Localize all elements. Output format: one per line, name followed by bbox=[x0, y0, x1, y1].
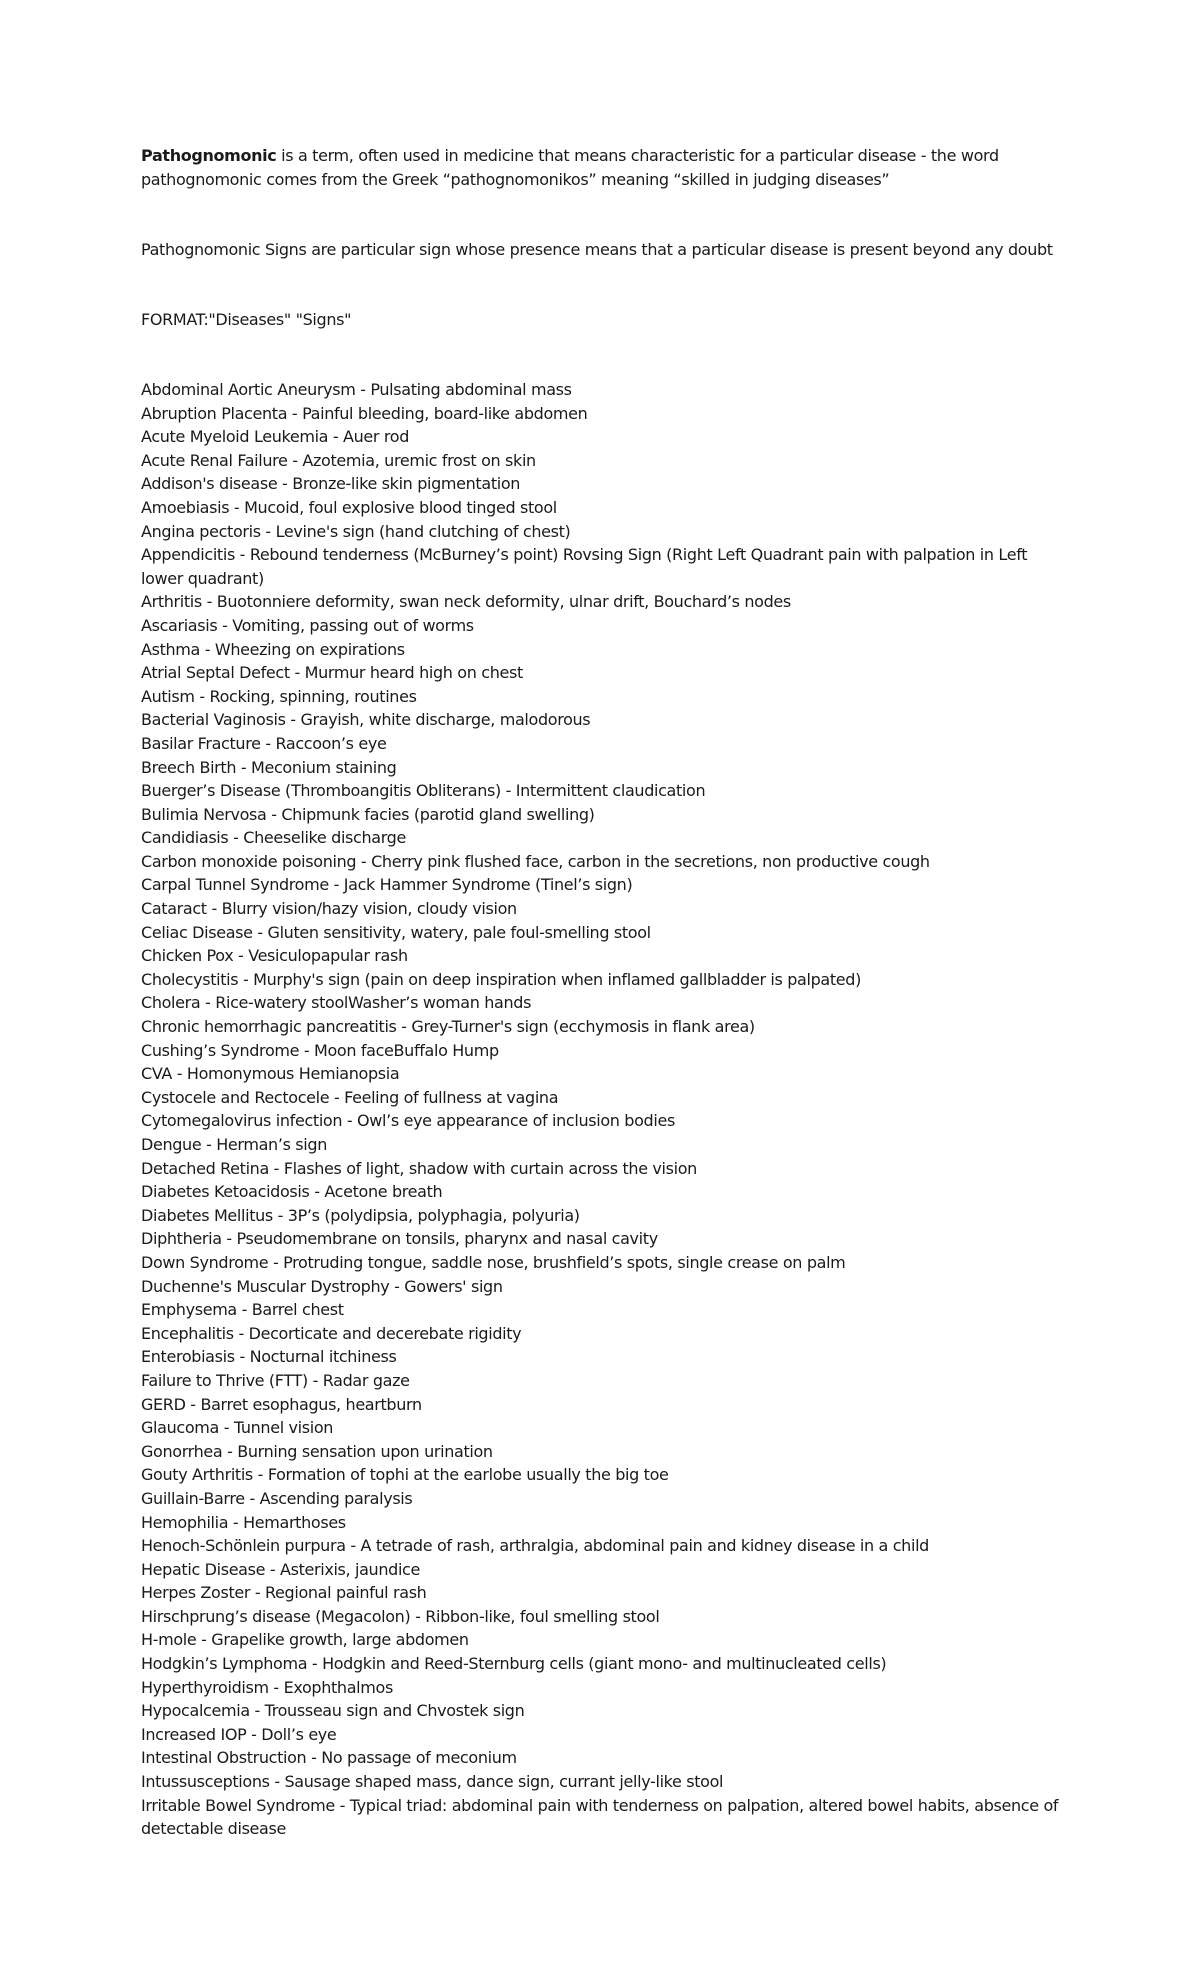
list-item: Cholera - Rice-watery stoolWasher’s woman hands bbox=[141, 993, 532, 1013]
list-item: Amoebiasis - Mucoid, foul explosive blood tinged stool bbox=[141, 497, 557, 517]
list-item: Buerger’s Disease (Thromboangitis Obliterans) - Intermittent claudication bbox=[141, 781, 706, 801]
list-item: Down Syndrome - Protruding tongue, saddle nose, brushfield’s spots, single crease on palm bbox=[141, 1252, 846, 1272]
list-item: Acute Myeloid Leukemia - Auer rod bbox=[141, 427, 409, 447]
list-item: Abruption Placenta - Painful bleeding, board-like abdomen bbox=[141, 403, 588, 423]
list-item: Arthritis - Buotonniere deformity, swan neck deformity, ulnar drift, Bouchard’s nodes bbox=[141, 592, 791, 612]
list-item: Irritable Bowel Syndrome - Typical triad: abdominal pain with tenderness on palpation, altered bowel habits, absence of detectable disease bbox=[141, 1795, 1059, 1839]
list-item: Cataract - Blurry vision/hazy vision, cloudy vision bbox=[141, 899, 517, 919]
list-item: Cystocele and Rectocele - Feeling of fullness at vagina bbox=[141, 1087, 559, 1107]
list-item: Hyperthyroidism - Exophthalmos bbox=[141, 1677, 393, 1697]
intro-term: Pathognomonic bbox=[141, 146, 277, 165]
list-item: Candidiasis - Cheeselike discharge bbox=[141, 828, 406, 848]
list-item: Chicken Pox - Vesiculopapular rash bbox=[141, 946, 408, 966]
list-item: Abdominal Aortic Aneurysm - Pulsating abdominal mass bbox=[141, 380, 572, 399]
intro-paragraph bbox=[141, 144, 1061, 192]
document-body bbox=[141, 144, 1061, 1841]
list-item: Basilar Fracture - Raccoon’s eye bbox=[141, 733, 387, 753]
list-item: Intussusceptions - Sausage shaped mass, dance sign, currant jelly-like stool bbox=[141, 1772, 724, 1792]
list-item: Detached Retina - Flashes of light, shadow with curtain across the vision bbox=[141, 1158, 697, 1178]
list-item: Failure to Thrive (FTT) - Radar gaze bbox=[141, 1370, 410, 1390]
list-item: Asthma - Wheezing on expirations bbox=[141, 639, 405, 659]
list-item: Acute Renal Failure - Azotemia, uremic frost on skin bbox=[141, 450, 536, 470]
list-item: Ascariasis - Vomiting, passing out of worms bbox=[141, 615, 474, 635]
list-item: Carpal Tunnel Syndrome - Jack Hammer Syndrome (Tinel’s sign) bbox=[141, 875, 633, 895]
list-item: Appendicitis - Rebound tenderness (McBurney’s point) Rovsing Sign (Right Left Quadrant pain with palpation in Left lower quadrant) bbox=[141, 545, 1028, 588]
list-item: Guillain-Barre - Ascending paralysis bbox=[141, 1488, 413, 1508]
list-item: Glaucoma - Tunnel vision bbox=[141, 1418, 334, 1438]
list-item: Gouty Arthritis - Formation of tophi at the earlobe usually the big toe bbox=[141, 1465, 669, 1485]
signs-definition: Pathognomonic Signs are particular sign whose presence means that a particular disease is present beyond any doubt bbox=[141, 240, 1053, 259]
list-item: Bulimia Nervosa - Chipmunk facies (parotid gland swelling) bbox=[141, 804, 595, 824]
list-item: Breech Birth - Meconium staining bbox=[141, 757, 397, 777]
list-item: Emphysema - Barrel chest bbox=[141, 1300, 344, 1320]
list-item: Enterobiasis - Nocturnal itchiness bbox=[141, 1347, 397, 1367]
list-item: Autism - Rocking, spinning, routines bbox=[141, 686, 417, 706]
list-item: CVA - Homonymous Hemianopsia bbox=[141, 1064, 400, 1084]
list-item: Atrial Septal Defect - Murmur heard high on chest bbox=[141, 663, 523, 683]
list-item: Henoch-Schönlein purpura - A tetrade of rash, arthralgia, abdominal pain and kidney disease in a child bbox=[141, 1536, 929, 1556]
list-item: Hirschprung’s disease (Megacolon) - Ribbon-like, foul smelling stool bbox=[141, 1606, 660, 1626]
list-item: Diabetes Ketoacidosis - Acetone breath bbox=[141, 1182, 443, 1202]
list-item: Hepatic Disease - Asterixis, jaundice bbox=[141, 1559, 420, 1579]
format-line: FORMAT:"Diseases" "Signs" bbox=[141, 310, 352, 329]
list-item: Carbon monoxide poisoning - Cherry pink flushed face, carbon in the secretions, non productive cough bbox=[141, 851, 930, 871]
intro-text: is a term, often used in medicine that means characteristic for a particular disease - the word pathognomonic comes from the Greek “pathognomonikos” meaning “skilled in judging diseases” bbox=[141, 146, 999, 189]
list-item: Herpes Zoster - Regional painful rash bbox=[141, 1583, 427, 1603]
list-item: GERD - Barret esophagus, heartburn bbox=[141, 1394, 422, 1414]
list-item: Dengue - Herman’s sign bbox=[141, 1135, 327, 1154]
disease-sign-list bbox=[141, 378, 1061, 1841]
list-item: Cholecystitis - Murphy's sign (pain on deep inspiration when inflamed gallbladder is palpated) bbox=[141, 969, 861, 989]
list-item: Bacterial Vaginosis - Grayish, white discharge, malodorous bbox=[141, 710, 591, 730]
list-item: Addison's disease - Bronze-like skin pigmentation bbox=[141, 474, 521, 494]
list-item: Gonorrhea - Burning sensation upon urination bbox=[141, 1441, 493, 1461]
list-item: Hypocalcemia - Trousseau sign and Chvostek sign bbox=[141, 1701, 525, 1721]
list-item: Angina pectoris - Levine's sign (hand clutching of chest) bbox=[141, 521, 571, 541]
list-item: Diabetes Mellitus - 3P’s (polydipsia, polyphagia, polyuria) bbox=[141, 1205, 580, 1225]
list-item: Hodgkin’s Lymphoma - Hodgkin and Reed-Sternburg cells (giant mono- and multinucleated cells) bbox=[141, 1654, 887, 1674]
list-item: H-mole - Grapelike growth, large abdomen bbox=[141, 1630, 469, 1650]
list-item: Hemophilia - Hemarthoses bbox=[141, 1512, 346, 1532]
list-item: Diphtheria - Pseudomembrane on tonsils, pharynx and nasal cavity bbox=[141, 1229, 658, 1249]
list-item: Encephalitis - Decorticate and decerebate rigidity bbox=[141, 1323, 522, 1343]
list-item: Cytomegalovirus infection - Owl’s eye appearance of inclusion bodies bbox=[141, 1111, 675, 1131]
list-item: Increased IOP - Doll’s eye bbox=[141, 1724, 337, 1744]
list-item: Duchenne's Muscular Dystrophy - Gowers' sign bbox=[141, 1276, 503, 1296]
list-item: Chronic hemorrhagic pancreatitis - Grey-Turner's sign (ecchymosis in flank area) bbox=[141, 1017, 755, 1037]
list-item: Celiac Disease - Gluten sensitivity, watery, pale foul-smelling stool bbox=[141, 922, 651, 942]
list-item: Intestinal Obstruction - No passage of meconium bbox=[141, 1748, 517, 1768]
list-item: Cushing’s Syndrome - Moon faceBuffalo Hump bbox=[141, 1040, 499, 1060]
